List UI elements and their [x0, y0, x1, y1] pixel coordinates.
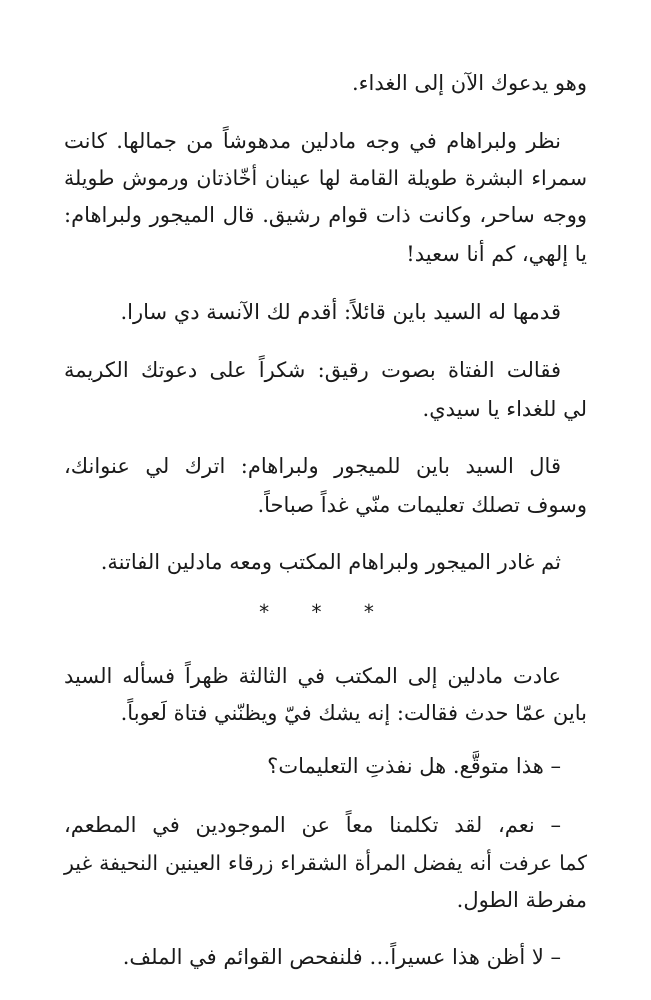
- paragraph-3-line-1: قدمها له السيد باين قائلاً: أقدم لك الآنسة دي سارا.: [120, 300, 561, 324]
- paragraph-6-line-1: ثم غادر الميجور ولبراهام المكتب ومعه مادلين الفاتنة.: [100, 550, 561, 574]
- paragraph-7-line-2: باين عمّا حدث فقالت: إنه يشك فيّ ويظنّني فتاة لَعوباً.: [120, 701, 587, 725]
- paragraph-9-line-2: كما عرفت أنه يفضل المرأة الشقراء زرقاء العينين النحيفة غير: [64, 851, 587, 875]
- paragraph-2-line-2: سمراء البشرة طويلة القامة لها عينان أخّاذتان ورموش طويلة: [64, 166, 587, 190]
- section-separator: * * *: [259, 600, 392, 624]
- paragraph-4-line-2: لي للغداء يا سيدي.: [422, 397, 587, 421]
- paragraph-2-line-1: نظر ولبراهام في وجه مادلين مدهوشاً من جمالها. كانت: [64, 129, 561, 153]
- paragraph-5-line-1: قال السيد باين للميجور ولبراهام: اترك لي عنوانك،: [64, 454, 561, 478]
- paragraph-5-line-2: وسوف تصلك تعليمات منّي غداً صباحاً.: [257, 493, 587, 517]
- book-page: [64, 0, 587, 1000]
- paragraph-2-line-4: يا إلهي، كم أنا سعيد!: [406, 242, 587, 266]
- paragraph-2-line-3: ووجه ساحر، وكانت ذات قوام رشيق. قال الميجور ولبراهام:: [64, 203, 587, 227]
- paragraph-1-line-1: وهو يدعوك الآن إلى الغداء.: [351, 71, 587, 95]
- paragraph-10-line-1: – لا أظن هذا عسيراً… فلنفحص القوائم في الملف.: [122, 945, 561, 969]
- paragraph-7-line-1: عادت مادلين إلى المكتب في الثالثة ظهراً فسأله السيد: [64, 664, 561, 688]
- paragraph-9-line-3: مفرطة الطول.: [456, 888, 587, 912]
- paragraph-8-line-1: – هذا متوقَّع. هل نفذتِ التعليمات؟: [267, 754, 561, 778]
- paragraph-4-line-1: فقالت الفتاة بصوت رقيق: شكراً على دعوتك الكريمة: [64, 358, 561, 382]
- paragraph-9-line-1: – نعم، لقد تكلمنا معاً عن الموجودين في المطعم،: [64, 813, 561, 837]
